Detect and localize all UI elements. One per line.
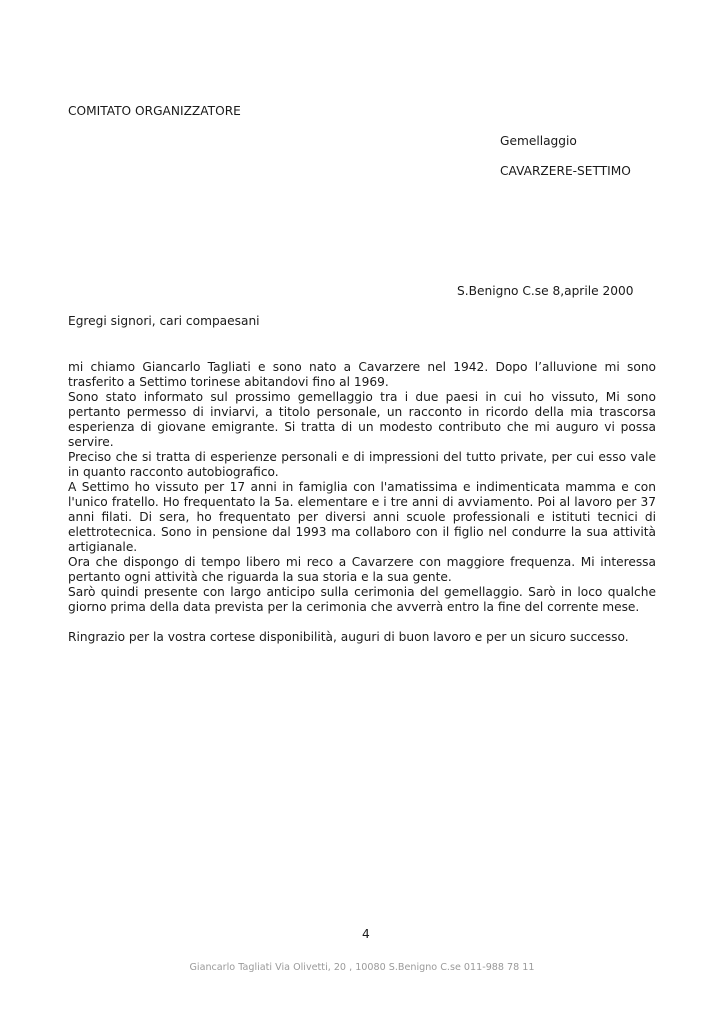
- paragraph: mi chiamo Giancarlo Tagliati e sono nato a Cavarzere nel 1942. Dopo l’alluvione mi sono trasferito a Settimo torinese abitandovi fino al 1969.: [68, 360, 656, 389]
- paragraph: A Settimo ho vissuto per 17 anni in famiglia con l'amatissima e indimenticata mamma e con l'unico fratello. Ho frequentato la 5a. elementare e i tre anni di avviamento. Poi al lavoro per 37 anni filati. Di sera, ho frequentato per diversi anni scuole professionali e istituti tecnici di elettrotecnica. Sono in pensione dal 1993 ma collaboro con il figlio nel condurre la sua attività artigianale.: [68, 480, 656, 554]
- footer-address: Giancarlo Tagliati Via Olivetti, 20 , 10080 S.Benigno C.se 011-988 78 11: [189, 962, 535, 973]
- paragraph: Preciso che si tratta di esperienze personali e di impressioni del tutto private, per cui esso vale in quanto racconto autobiografico.: [68, 450, 656, 479]
- greeting: Egregi signori, cari compaesani: [68, 314, 260, 328]
- letter-date: S.Benigno C.se 8,aprile 2000: [457, 284, 634, 298]
- closing-paragraph: Ringrazio per la vostra cortese disponibilità, auguri di buon lavoro e per un sicuro successo.: [68, 630, 629, 644]
- letter-body: [68, 360, 656, 645]
- committee-heading: COMITATO ORGANIZZATORE: [68, 104, 241, 118]
- page-number: 4: [362, 927, 370, 941]
- event-subtitle: CAVARZERE-SETTIMO: [500, 164, 631, 178]
- event-title: Gemellaggio: [500, 134, 577, 148]
- paragraph: Sono stato informato sul prossimo gemellaggio tra i due paesi in cui ho vissuto, Mi sono pertanto permesso di inviarvi, a titolo personale, un racconto in ricordo della mia trascorsa esperienza di giovane emigrante. Si tratta di un modesto contributo che mi auguro vi possa servire.: [68, 390, 656, 449]
- paragraph: Sarò quindi presente con largo anticipo sulla cerimonia del gemellaggio. Sarò in loco qualche giorno prima della data prevista per la cerimonia che avverrà entro la fine del corrente mese.: [68, 585, 656, 614]
- paragraph: Ora che dispongo di tempo libero mi reco a Cavarzere con maggiore frequenza. Mi interessa pertanto ogni attività che riguarda la sua storia e la sua gente.: [68, 555, 656, 584]
